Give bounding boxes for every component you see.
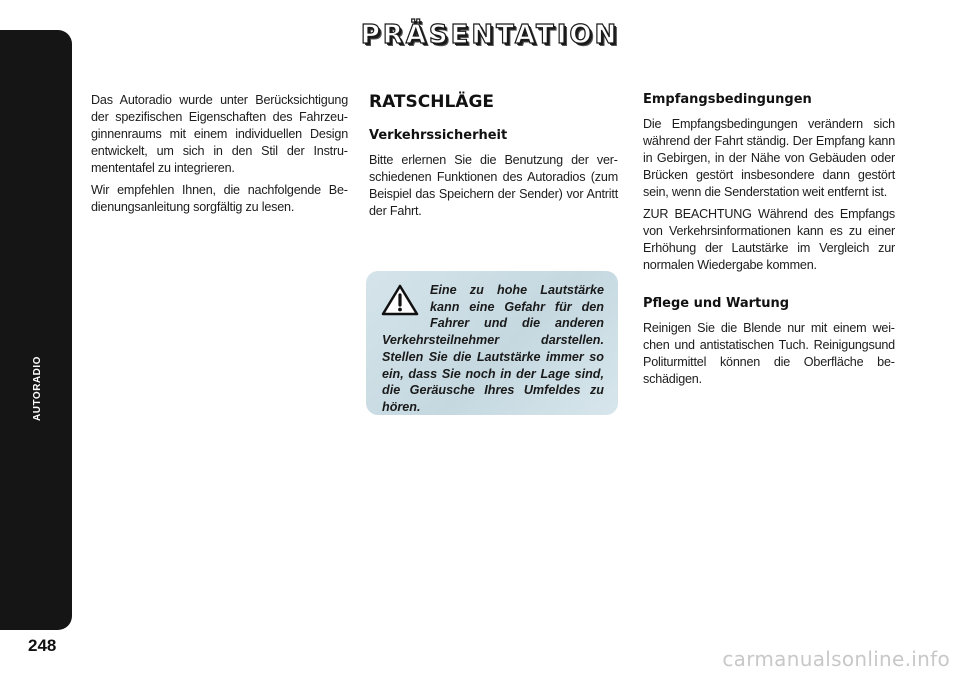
traffic-safety-heading: Verkehrssicherheit: [369, 128, 508, 143]
page-title: PRÄSENTATION: [360, 20, 620, 50]
reception-column: [643, 92, 895, 393]
care-text: Reinigen Sie die Blende nur mit einem weichen und antistatischen Tuch. Reinigungsund Politurmittel können die Oberfläche beschädigen.: [643, 321, 895, 386]
reception-heading: Empfangsbedingungen: [643, 92, 812, 107]
page-number: 248: [28, 636, 57, 655]
intro-paragraph-1: Das Autoradio wurde unter Berücksichtigung der spezifischen Eigenschaften des Fahrzeuginnenraums mit einem individuellen Design entwickelt, um sich in den Stil der Instrumententafel zu integrieren.: [91, 93, 348, 175]
reception-paragraph-2: ZUR BEACHTUNG Während des Empfangs von Verkehrsinformationen kann es zu einer Erhöhung der Lautstärke im Vergleich zur normalen Wiedergabe kommen.: [643, 207, 895, 272]
warning-text-block: [382, 282, 604, 416]
advice-heading: RATSCHLÄGE: [369, 92, 495, 112]
traffic-safety-text: Bitte erlernen Sie die Benutzung der verschiedenen Funktionen des Autoradios (zum Beispiel das Speichern der Sender) vor Antritt der Fahrt.: [369, 153, 618, 218]
intro-column: [91, 92, 348, 221]
intro-paragraph-2: Wir empfehlen Ihnen, die nachfolgende Bedienungsanleitung sorgfältig zu lesen.: [91, 183, 348, 214]
side-tab: [0, 30, 72, 630]
warning-box: [366, 271, 618, 415]
advice-column: [369, 92, 618, 225]
care-heading: Pflege und Wartung: [643, 296, 790, 311]
warning-text: Eine zu hohe Lautstärke kann eine Gefahr für den Fahrer und die anderen Verkehrsteilnehmer darstellen. Stellen Sie die Lautstärke immer so ein, dass Sie noch in der Lage sind, die Geräusche Ihres Umfeldes zu hören.: [382, 283, 604, 414]
watermark: carmanualsonline.info: [722, 647, 950, 671]
chapter-label-text: AUTORADIO: [31, 355, 43, 421]
reception-paragraph-1: Die Empfangsbedingungen verändern sich während der Fahrt ständig. Der Empfang kann in Gebirgen, in der Nähe von Gebäuden oder Brücken gestört insbesondere dann gestört sein, wenn die Senderstation weit entfernt ist.: [643, 117, 895, 199]
chapter-label: [28, 355, 46, 421]
